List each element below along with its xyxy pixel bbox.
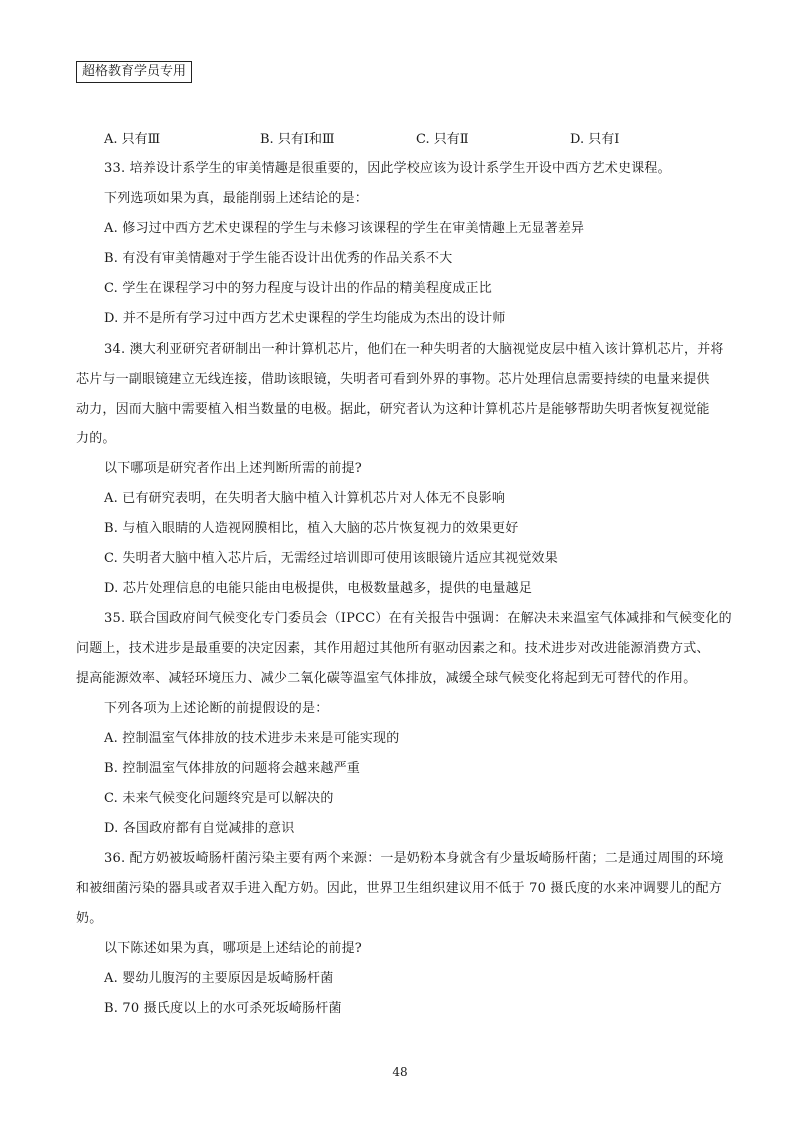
q33-option-c: C. 学生在课程学习中的努力程度与设计出的作品的精美程度成正比 xyxy=(104,281,492,296)
q36-prompt: 以下陈述如果为真，哪项是上述结论的前提? xyxy=(104,941,362,956)
q35-stem-line-2: 问题上，技术进步是最重要的决定因素，其作用超过其他所有驱动因素之和。技术进步对改进能源消费方式、 xyxy=(76,641,710,656)
q32-option-d: D. 只有Ⅰ xyxy=(570,132,620,147)
q34-option-c: C. 失明者大脑中植入芯片后，无需经过培训即可使用该眼镜片适应其视觉效果 xyxy=(104,551,558,566)
q33-option-a: A. 修习过中西方艺术史课程的学生与未修习该课程的学生在审美情趣上无显著差异 xyxy=(104,221,585,236)
q36-option-b: B. 70 摄氏度以上的水可杀死坂崎肠杆菌 xyxy=(104,1001,342,1016)
q33-stem: 33. 培养设计系学生的审美情趣是很重要的，因此学校应该为设计系学生开设中西方艺术史课程。 xyxy=(104,161,671,176)
q34-stem-line-1: 34. 澳大利亚研究者研制出一种计算机芯片，他们在一种失明者的大脑视觉皮层中植入该计算机芯片，并将 xyxy=(104,342,724,357)
q36-stem-line-2: 和被细菌污染的器具或者双手进入配方奶。因此，世界卫生组织建议用不低于 70 摄氏度的水来冲调婴儿的配方 xyxy=(76,881,723,896)
q32-option-a: A. 只有Ⅲ xyxy=(104,132,161,147)
q35-stem-line-3: 提高能源效率、减轻环境压力、减少二氧化碳等温室气体排放，减缓全球气候变化将起到无可替代的作用。 xyxy=(76,671,697,686)
q32-option-c: C. 只有Ⅱ xyxy=(416,132,469,147)
q36-option-a: A. 婴幼儿腹泻的主要原因是坂崎肠杆菌 xyxy=(104,971,334,986)
q34-option-a: A. 已有研究表明，在失明者大脑中植入计算机芯片对人体无不良影响 xyxy=(104,491,506,506)
q34-stem-line-2: 芯片与一副眼镜建立无线连接，借助该眼镜，失明者可看到外界的事物。芯片处理信息需要持续的电量来提供 xyxy=(76,372,710,387)
q35-option-d: D. 各国政府都有自觉减排的意识 xyxy=(104,821,295,836)
q35-option-a: A. 控制温室气体排放的技术进步未来是可能实现的 xyxy=(104,731,400,746)
q33-option-d: D. 并不是所有学习过中西方艺术史课程的学生均能成为杰出的设计师 xyxy=(104,311,506,326)
q35-option-c: C. 未来气候变化问题终究是可以解决的 xyxy=(104,791,334,806)
q36-stem-line-3: 奶。 xyxy=(76,911,103,926)
q36-stem-line-1: 36. 配方奶被坂崎肠杆菌污染主要有两个来源：一是奶粉本身就含有少量坂崎肠杆菌；二是通过周围的环境 xyxy=(104,851,724,866)
q34-stem-line-4: 力的。 xyxy=(76,431,116,446)
q34-option-d: D. 芯片处理信息的电能只能由电极提供，电极数量越多，提供的电量越足 xyxy=(104,581,533,596)
page-number: 48 xyxy=(392,1065,408,1079)
q35-stem-line-1: 35. 联合国政府间气候变化专门委员会（IPCC）在有关报告中强调：在解决未来温室气体减排和气候变化的 xyxy=(104,611,732,626)
q33-option-b: B. 有没有审美情趣对于学生能否设计出优秀的作品关系不大 xyxy=(104,251,453,266)
q35-prompt: 下列各项为上述论断的前提假设的是： xyxy=(104,701,329,716)
watermark-stamp: 超格教育学员专用 xyxy=(76,61,192,83)
q34-prompt: 以下哪项是研究者作出上述判断所需的前提? xyxy=(104,461,362,476)
q34-option-b: B. 与植入眼睛的人造视网膜相比，植入大脑的芯片恢复视力的效果更好 xyxy=(104,521,519,536)
q34-stem-line-3: 动力，因而大脑中需要植入相当数量的电极。据此，研究者认为这种计算机芯片是能够帮助失明者恢复视觉能 xyxy=(76,402,710,417)
q33-prompt: 下列选项如果为真，最能削弱上述结论的是： xyxy=(104,191,369,206)
q32-option-b: B. 只有Ⅰ和Ⅲ xyxy=(260,132,335,147)
q35-option-b: B. 控制温室气体排放的问题将会越来越严重 xyxy=(104,761,361,776)
